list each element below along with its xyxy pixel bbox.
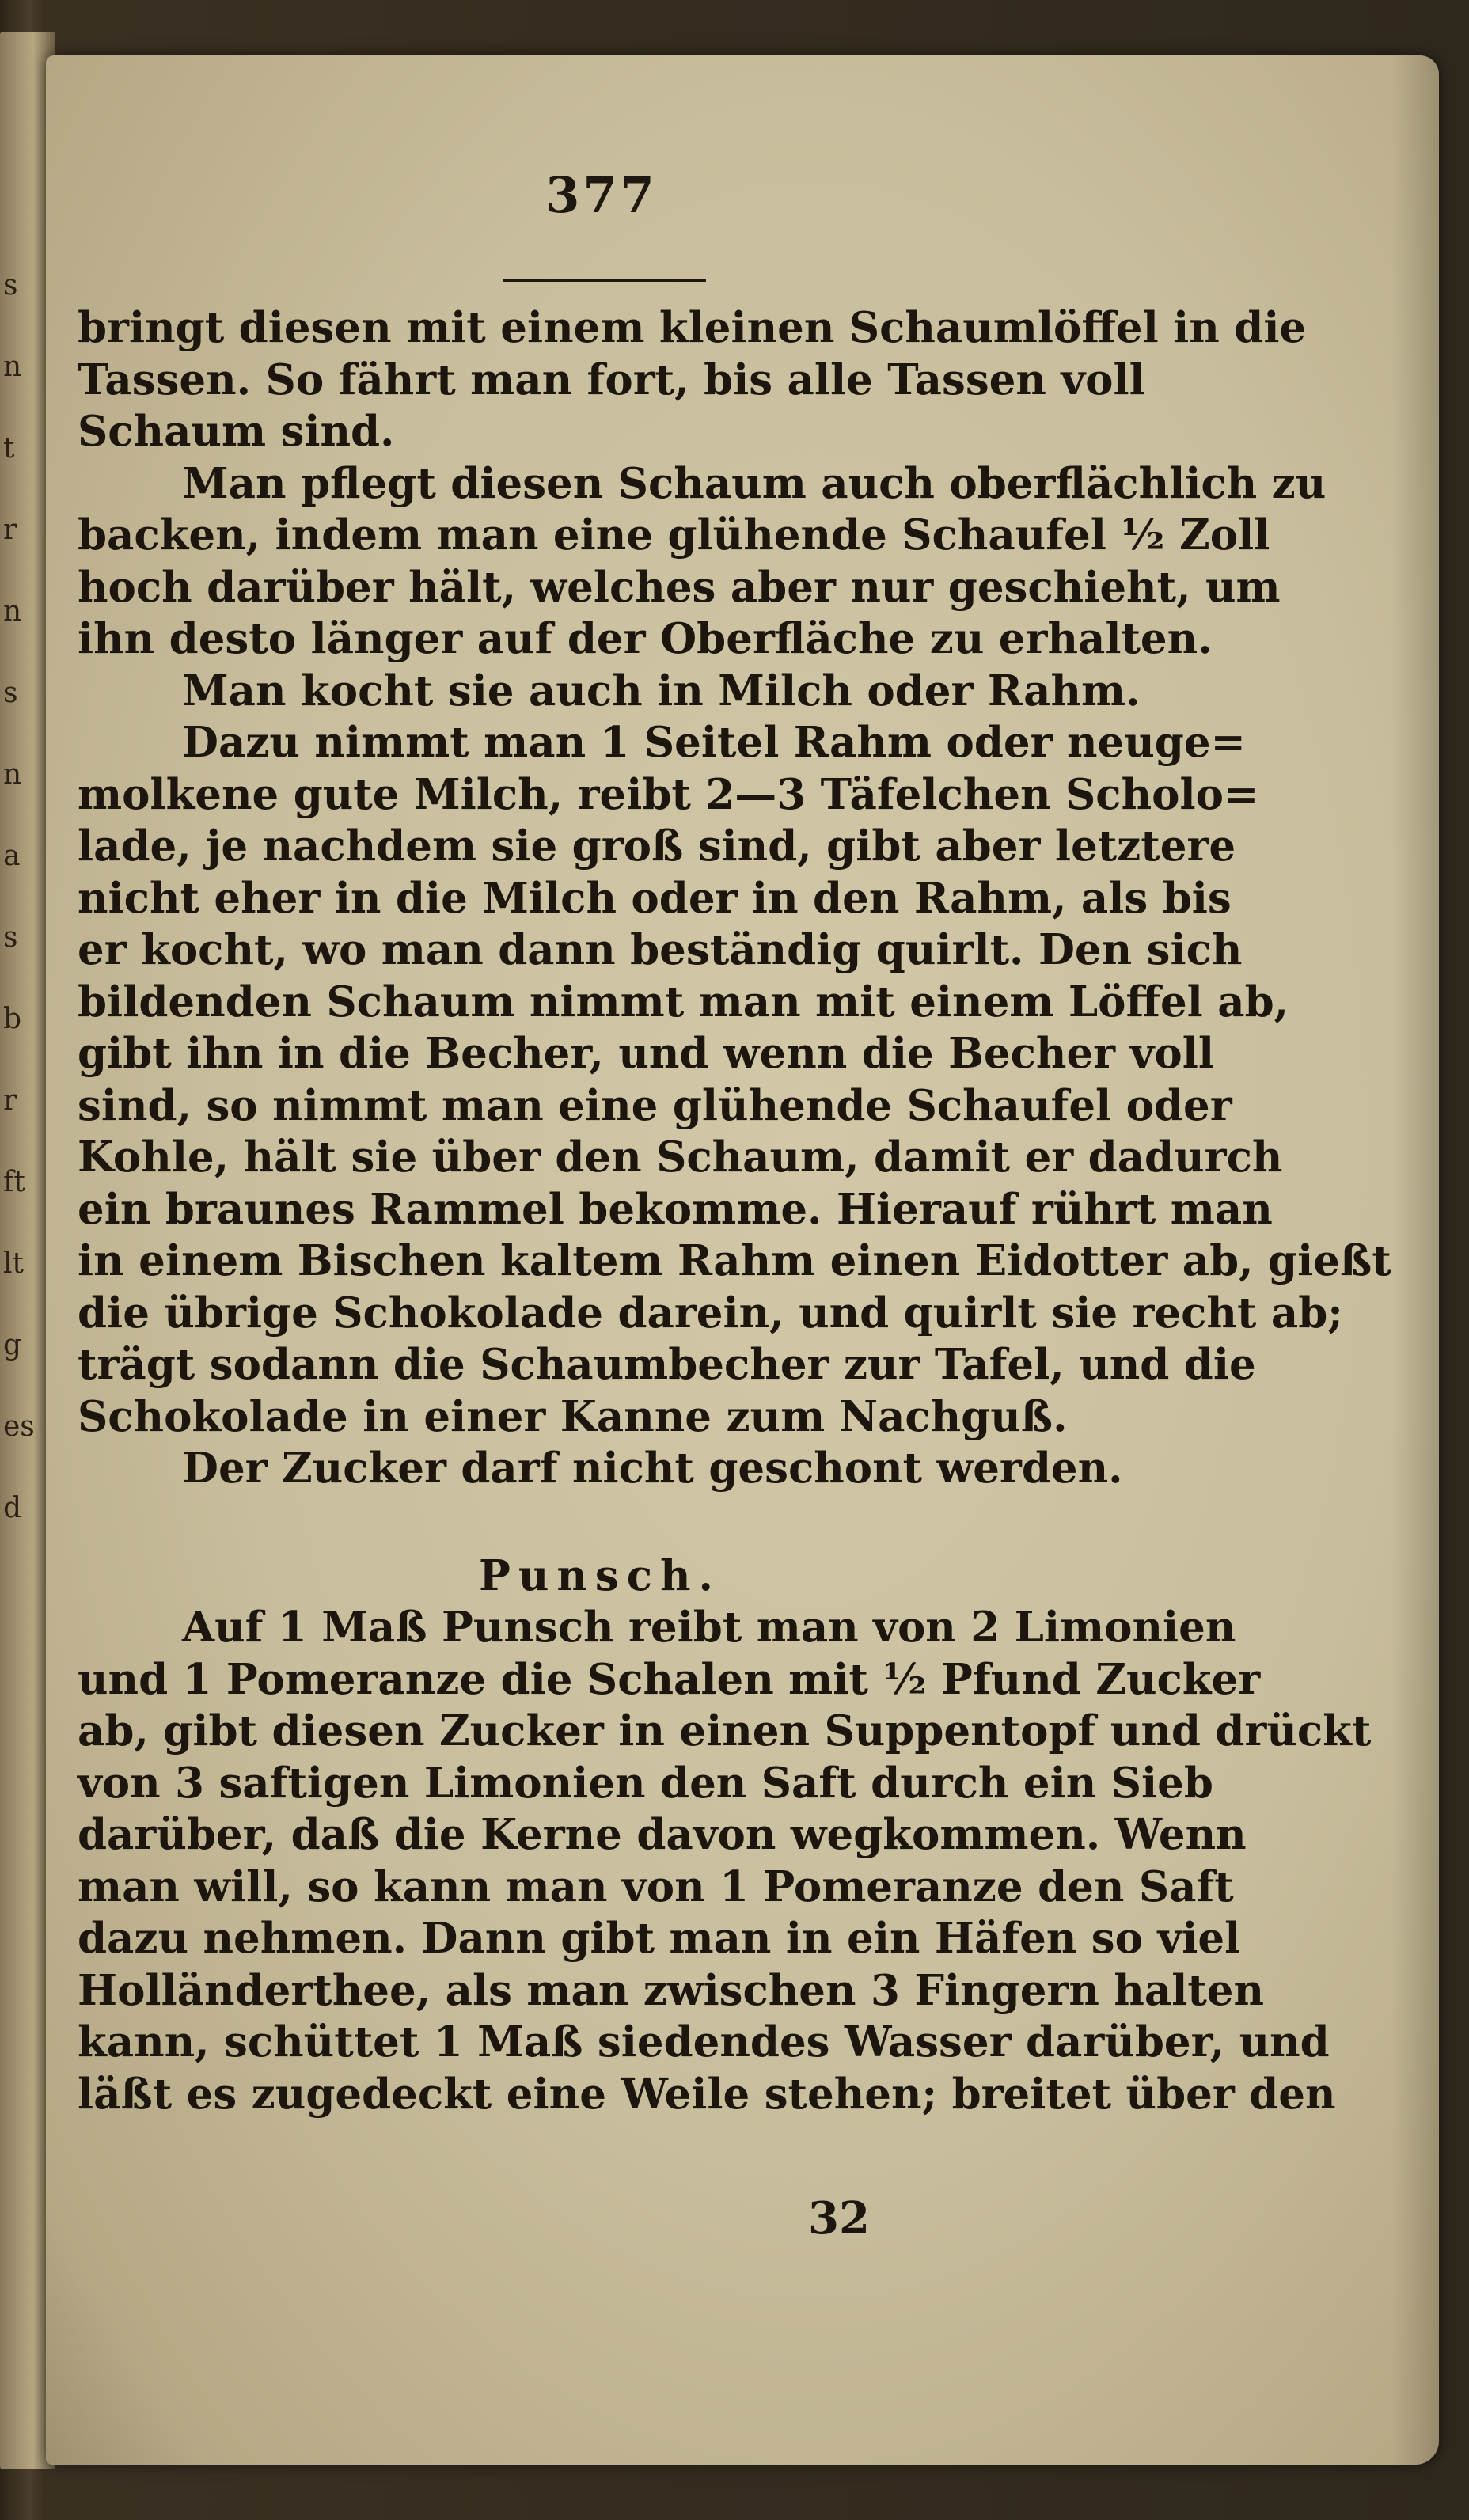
page-body-text — [78, 302, 1391, 2120]
margin-fragment: r — [3, 514, 17, 546]
text-line: und 1 Pomeranze die Schalen mit ½ Pfund Zucker — [78, 1654, 1261, 1704]
text-line: in einem Bischen kaltem Rahm einen Eidotter ab, gießt — [78, 1236, 1391, 1285]
page-shadow — [1391, 55, 1439, 2465]
text-line: kann, schüttet 1 Maß siedendes Wasser darüber, und — [78, 2017, 1330, 2066]
margin-fragment: a — [3, 840, 21, 872]
text-line: ab, gibt diesen Zucker in einen Suppentopf und drückt — [78, 1706, 1372, 1755]
text-line: lade, je nachdem sie groß sind, gibt aber letztere — [78, 822, 1236, 871]
text-line: Man kocht sie auch in Milch oder Rahm. — [182, 666, 1141, 715]
text-line: dazu nehmen. Dann gibt man in ein Häfen so viel — [78, 1914, 1241, 1963]
left-page-margin-fragments — [3, 269, 35, 2169]
text-line: Schokolade in einer Kanne zum Nachguß. — [78, 1391, 1068, 1441]
signature-mark: 32 — [808, 2192, 870, 2245]
margin-fragment: b — [3, 1003, 22, 1035]
text-line: man will, so kann man von 1 Pomeranze den Saft — [78, 1862, 1234, 1911]
margin-fragment: n — [3, 595, 22, 628]
text-line: nicht eher in die Milch oder in den Rahm, als bis — [78, 873, 1232, 923]
margin-fragment: s — [3, 921, 18, 954]
text-line: Holländerthee, als man zwischen 3 Fingern halten — [78, 1965, 1265, 2015]
margin-fragment: s — [3, 269, 18, 302]
text-line: die übrige Schokolade darein, und quirlt sie recht ab; — [78, 1288, 1343, 1338]
margin-fragment: s — [3, 677, 18, 709]
text-line: backen, indem man eine glühende Schaufel ½ Zoll — [78, 510, 1270, 560]
text-line: Schaum sind. — [78, 407, 395, 456]
margin-fragment: n — [3, 758, 22, 791]
section-heading: Punsch. — [478, 1550, 721, 1600]
text-line: Man pflegt diesen Schaum auch oberflächlich zu — [182, 458, 1327, 508]
text-line: Tassen. So fährt man fort, bis alle Tassen voll — [78, 355, 1145, 404]
page-number: 377 — [545, 166, 658, 224]
text-line: trägt sodann die Schaumbecher zur Tafel, und die — [78, 1340, 1256, 1389]
text-line: bildenden Schaum nimmt man mit einem Löffel ab, — [78, 977, 1289, 1027]
margin-fragment: g — [3, 1329, 22, 1361]
text-line: läßt es zugedeckt eine Weile stehen; breitet über den — [78, 2069, 1336, 2119]
text-line: gibt ihn in die Becher, und wenn die Becher voll — [78, 1029, 1214, 1078]
margin-fragment: es — [3, 1410, 35, 1443]
text-line: Der Zucker darf nicht geschont werden. — [182, 1444, 1123, 1493]
text-line: hoch darüber hält, welches aber nur geschieht, um — [78, 562, 1281, 612]
text-line: sind, so nimmt man eine glühende Schaufel oder — [78, 1080, 1232, 1130]
margin-fragment: ft — [3, 1166, 25, 1198]
text-line: von 3 saftigen Limonien den Saft durch ein Sieb — [78, 1758, 1213, 1808]
text-line: bringt diesen mit einem kleinen Schaumlöffel in die — [78, 303, 1307, 352]
text-line: molkene gute Milch, reibt 2—3 Täfelchen Scholo= — [78, 769, 1259, 819]
section-gap — [78, 1495, 1122, 1550]
margin-fragment: n — [3, 351, 22, 383]
text-line: ein braunes Rammel bekomme. Hierauf rührt man — [78, 1184, 1273, 1234]
text-line: Auf 1 Maß Punsch reibt man von 2 Limonien — [182, 1603, 1236, 1652]
text-line: ihn desto länger auf der Oberfläche zu erhalten. — [78, 614, 1213, 663]
header-rule — [503, 279, 706, 282]
margin-fragment: r — [3, 1084, 17, 1117]
margin-fragment: t — [3, 432, 15, 465]
text-line: darüber, daß die Kerne davon wegkommen. Wenn — [78, 1810, 1247, 1859]
margin-fragment: lt — [3, 1247, 24, 1280]
text-line: er kocht, wo man dann beständig quirlt. Den sich — [78, 925, 1243, 974]
text-line: Kohle, hält sie über den Schaum, damit er dadurch — [78, 1133, 1283, 1182]
text-line: Dazu nimmt man 1 Seitel Rahm oder neuge= — [182, 718, 1246, 767]
margin-fragment: d — [3, 1492, 22, 1524]
